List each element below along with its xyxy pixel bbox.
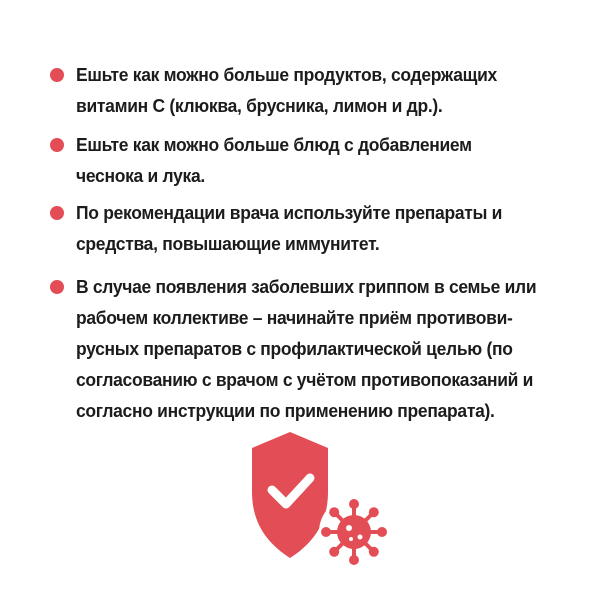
shield-check-icon: [252, 432, 328, 558]
bullet-dot-icon: [50, 206, 64, 220]
text-line: согласованию с врачом с учётом противопоказаний и: [76, 370, 534, 390]
text-line: чеснока и лука.: [76, 166, 205, 186]
list-item-text: [76, 130, 555, 192]
text-line: В случае появления заболевших гриппом в семье или: [76, 277, 537, 297]
list-item: [50, 130, 570, 192]
text-line: рабочем коллективе – начинайте приём противови-: [76, 308, 513, 328]
list-item: [50, 60, 570, 122]
list-item-text: [76, 272, 555, 427]
text-line: По рекомендации врача используйте препараты и: [76, 203, 503, 223]
text-line: русных препаратов с профилактической целью (по: [76, 339, 513, 359]
list-item-text: [76, 60, 555, 122]
bullet-dot-icon: [50, 280, 64, 294]
text-line: Ешьте как можно больше блюд с добавлением: [76, 135, 472, 155]
bullet-dot-icon: [50, 68, 64, 82]
list-item: [50, 272, 570, 427]
text-line: согласно инструкции по применению препарата).: [76, 401, 495, 421]
list-item-text: [76, 198, 555, 260]
bullet-dot-icon: [50, 138, 64, 152]
text-line: средства, повышающие иммунитет.: [76, 234, 380, 254]
list-item: [50, 198, 570, 260]
virus-icon: [319, 497, 389, 567]
protection-emblem: [240, 428, 400, 580]
text-line: Ешьте как можно больше продуктов, содержащих: [76, 65, 497, 85]
text-line: витамин С (клюква, брусника, лимон и др.).: [76, 96, 443, 116]
